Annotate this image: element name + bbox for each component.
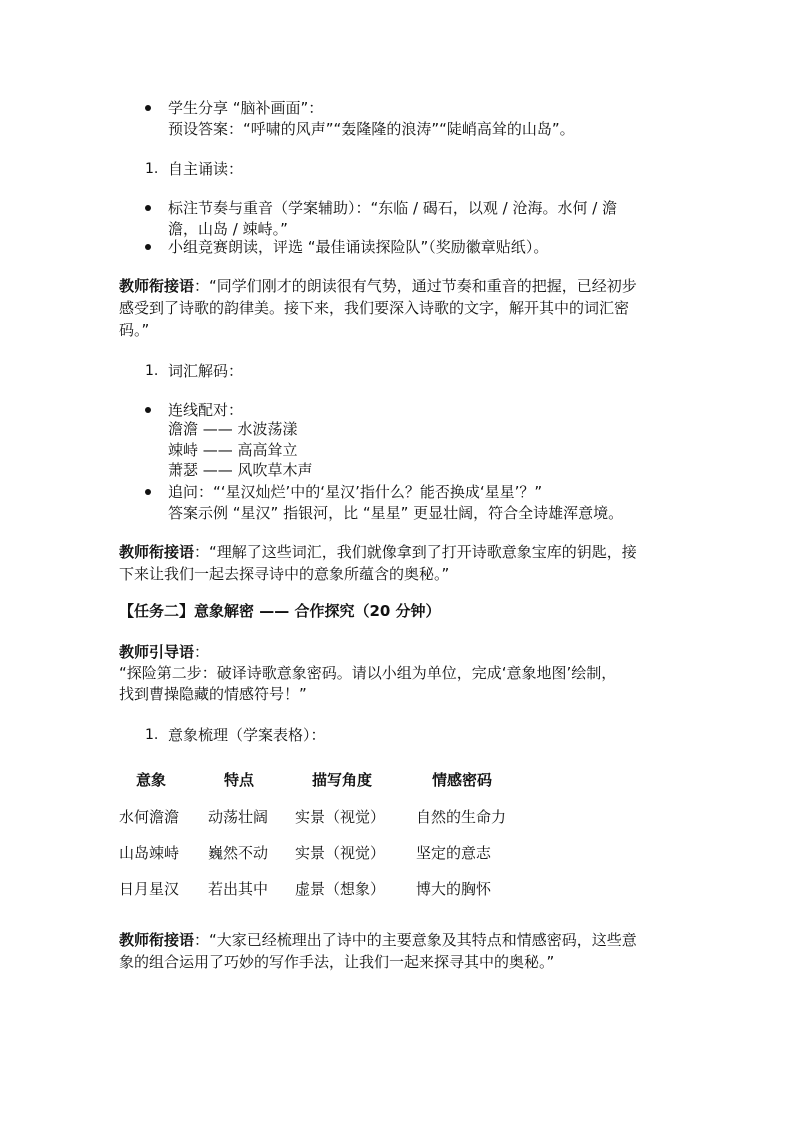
section-heading: 【任务二】意象解密 —— 合作探究（20 分钟） (119, 602, 441, 620)
step-label-imagery: 意象梳理（学案表格）： (168, 726, 326, 744)
bullet-icon (145, 105, 151, 111)
list-item-share: 学生分享 “脑补画面”： (168, 99, 324, 117)
bullet-icon (145, 205, 151, 211)
transition-line: 下来让我们一起去探寻诗中的意象所蕴含的奥秘。” (119, 565, 450, 583)
step-label-recite: 自主诵读： (168, 160, 244, 178)
table-header: 特点 (224, 771, 255, 789)
transition-line: 象的组合运用了巧妙的写作手法，让我们一起来探寻其中的奥秘。” (119, 953, 555, 971)
guide-label: 教师引导语 (119, 643, 195, 661)
table-cell: 坚定的意志 (416, 844, 492, 862)
transition-label: 教师衔接语 (119, 277, 195, 295)
table-cell: 自然的生命力 (416, 808, 507, 826)
table-header: 情感密码 (432, 771, 493, 789)
transition-label: 教师衔接语 (119, 543, 195, 561)
word-pair: 澹澹 —— 水波荡漾 (168, 420, 298, 438)
word-pair: 萧瑟 —— 风吹草木声 (168, 461, 313, 479)
table-cell: 若出其中 (208, 880, 269, 898)
bullet-icon (145, 489, 151, 495)
bullet-icon (145, 407, 151, 413)
list-item-rhythm-cont: 澹，山岛 / 竦峙。” (168, 220, 288, 238)
transition-label: 教师衔接语 (119, 931, 195, 949)
step-number: 1. (145, 161, 159, 177)
list-item-answer: 预设答案：“呼啸的风声”“轰隆隆的浪涛”“陡峭高耸的山岛”。 (168, 120, 575, 138)
table-header: 意象 (136, 771, 167, 789)
bullet-icon (145, 244, 151, 250)
transition-line: 感受到了诗歌的韵律美。接下来，我们要深入诗歌的文字，解开其中的词汇密 (119, 299, 630, 317)
table-header: 描写角度 (312, 771, 373, 789)
transition-line: 码。” (119, 321, 150, 339)
word-pair: 竦峙 —— 高高耸立 (168, 441, 298, 459)
list-item-question: 追问：“‘星汉灿烂’中的‘星汉’指什么？能否换成‘星星’？” (168, 483, 543, 501)
table-cell: 博大的胸怀 (416, 880, 492, 898)
transition-paragraph: 教师衔接语：“同学们刚才的朗读很有气势，通过节奏和重音的把握，已经初步 (119, 277, 637, 295)
list-item-example: 答案示例 “星汉” 指银河，比 “星星” 更显壮阔，符合全诗雄浑意境。 (168, 504, 624, 522)
step-number: 1. (145, 727, 159, 743)
table-cell: 实景（视觉） (295, 808, 386, 826)
list-item-match: 连线配对： (168, 401, 244, 419)
transition-paragraph: 教师衔接语：“理解了这些词汇，我们就像拿到了打开诗歌意象宝库的钥匙，接 (119, 543, 637, 561)
table-cell: 实景（视觉） (295, 844, 386, 862)
guide-line: “探险第二步：破译诗歌意象密码。请以小组为单位，完成‘意象地图’绘制， (119, 664, 617, 682)
step-number: 1. (145, 363, 159, 379)
guide-label-line: 教师引导语： (119, 643, 210, 661)
step-label-vocab: 词汇解码： (168, 362, 244, 380)
table-cell: 虚景（想象） (295, 880, 386, 898)
table-cell: 日月星汉 (119, 880, 180, 898)
table-cell: 山岛竦峙 (119, 844, 180, 862)
list-item-contest: 小组竞赛朗读，评选 “最佳诵读探险队”（奖励徽章贴纸）。 (168, 238, 549, 256)
table-cell: 动荡壮阔 (208, 808, 269, 826)
transition-paragraph: 教师衔接语：“大家已经梳理出了诗中的主要意象及其特点和情感密码，这些意 (119, 931, 637, 949)
table-cell: 巍然不动 (208, 844, 269, 862)
list-item-rhythm: 标注节奏与重音（学案辅助）：“东临 / 碣石，以观 / 沧海。水何 / 澹 (168, 199, 618, 217)
guide-line: 找到曹操隐藏的情感符号！” (119, 685, 307, 703)
table-cell: 水何澹澹 (119, 808, 180, 826)
